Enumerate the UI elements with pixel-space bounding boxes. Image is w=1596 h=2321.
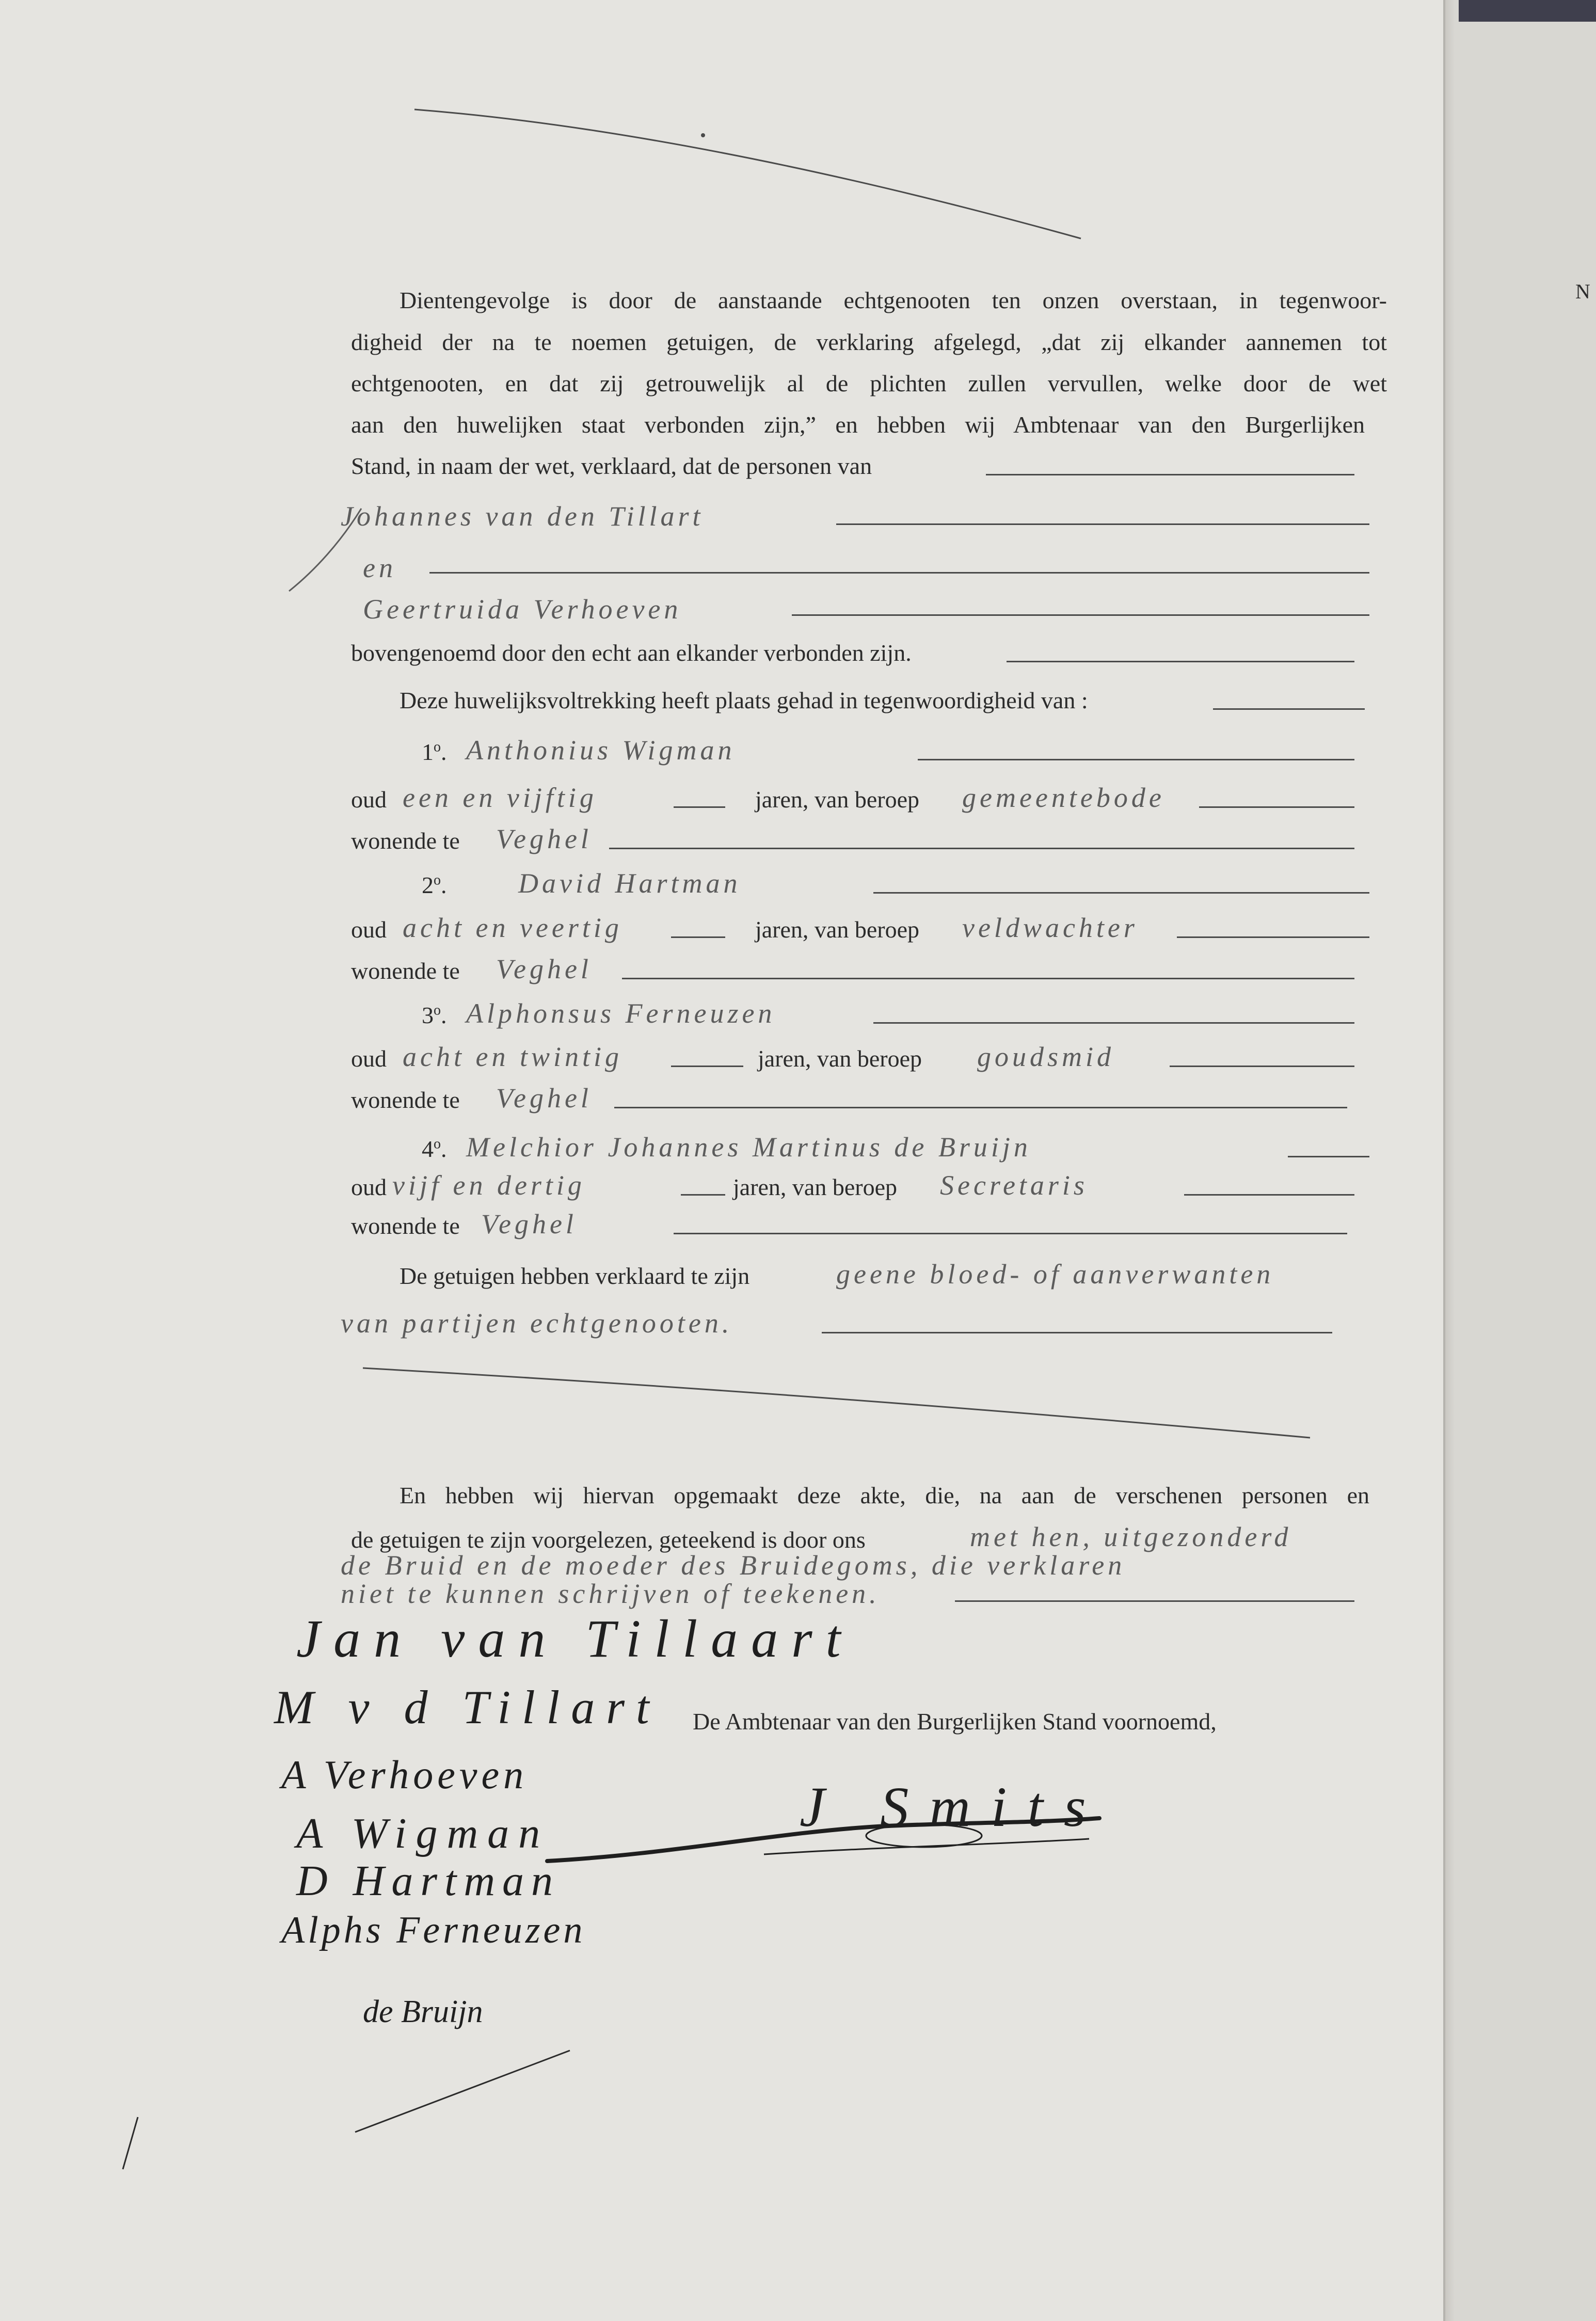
witness-number bbox=[422, 738, 447, 767]
witness-name: Anthonius Wigman bbox=[466, 735, 736, 766]
label-age-prefix: oud bbox=[351, 916, 387, 943]
margin-stroke bbox=[123, 2117, 138, 2169]
fill-rule bbox=[955, 1600, 1354, 1602]
fill-rule bbox=[1288, 1156, 1369, 1157]
witness-number-digit: 3 bbox=[422, 1002, 434, 1028]
witness-residence: Veghel bbox=[496, 1083, 592, 1114]
fill-rule bbox=[1184, 1194, 1354, 1196]
fill-rule bbox=[918, 759, 1354, 760]
witness-name: Melchior Johannes Martinus de Bruijn bbox=[466, 1132, 1031, 1163]
signature: A Verhoeven bbox=[281, 1752, 528, 1797]
signature: de Bruijn bbox=[363, 1994, 483, 2029]
fill-rule bbox=[822, 1332, 1332, 1333]
witness-number bbox=[422, 1135, 447, 1164]
official-signature: J Smits bbox=[800, 1775, 1107, 1838]
signature: Jan van Tillaart bbox=[296, 1609, 854, 1668]
label-age-occupation: jaren, van beroep bbox=[755, 916, 920, 943]
witness-occupation: goudsmid bbox=[977, 1041, 1115, 1072]
fill-rule bbox=[1213, 708, 1365, 710]
fill-rule bbox=[671, 936, 725, 938]
label-residence: wonende te bbox=[351, 958, 460, 984]
label-age-prefix: oud bbox=[351, 786, 387, 813]
joined-statement: bovengenoemd door den echt aan elkander verbonden zijn. bbox=[351, 640, 912, 666]
witness-residence: Veghel bbox=[496, 953, 592, 984]
adjacent-page-letter: N bbox=[1575, 280, 1590, 303]
groom-name: Johannes van den Tillart bbox=[341, 501, 704, 532]
signature: Alphs Ferneuzen bbox=[281, 1909, 586, 1951]
witness-age: vijf en dertig bbox=[392, 1170, 585, 1201]
witness-age: een en vijftig bbox=[403, 782, 597, 813]
witness-number-ordinal: o bbox=[434, 1136, 441, 1152]
witness-occupation: veldwachter bbox=[962, 912, 1138, 943]
witness-occupation: Secretaris bbox=[940, 1170, 1088, 1201]
label-age-occupation: jaren, van beroep bbox=[733, 1174, 898, 1200]
declaration-printed: De getuigen hebben verklaard te zijn bbox=[400, 1263, 750, 1289]
signature: M v d Tillart bbox=[274, 1681, 661, 1734]
witness-number-digit: 4 bbox=[422, 1136, 434, 1162]
official-caption: De Ambtenaar van den Burgerlijken Stand voornoemd, bbox=[693, 1708, 1217, 1735]
witnesses-intro: Deze huwelijksvoltrekking heeft plaats gehad in tegenwoordigheid van : bbox=[400, 687, 1088, 713]
fill-rule bbox=[873, 892, 1369, 894]
witness-age: acht en veertig bbox=[403, 912, 623, 943]
witness-occupation: gemeentebode bbox=[962, 782, 1165, 813]
witness-number bbox=[422, 871, 447, 900]
witness-number bbox=[422, 1001, 447, 1030]
fill-rule bbox=[1007, 661, 1354, 662]
paragraph-line: Stand, in naam der wet, verklaard, dat de personen van bbox=[351, 453, 872, 479]
ink-dot bbox=[701, 133, 705, 137]
fill-rule bbox=[614, 1107, 1347, 1108]
closing-line: En hebben wij hiervan opgemaakt deze akte, die, na aan de verschenen personen en bbox=[400, 1482, 1369, 1508]
label-age-occupation: jaren, van beroep bbox=[755, 786, 920, 813]
declaration-written: geene bloed- of aanverwanten bbox=[836, 1259, 1274, 1290]
label-residence: wonende te bbox=[351, 1213, 460, 1239]
paragraph-line: Dientengevolge is door de aanstaande echtgenooten ten onzen overstaan, in tegenwoor- bbox=[400, 287, 1387, 313]
fill-rule bbox=[671, 1066, 743, 1067]
witness-residence: Veghel bbox=[481, 1209, 577, 1239]
label-age-occupation: jaren, van beroep bbox=[758, 1045, 922, 1072]
witness-residence: Veghel bbox=[496, 823, 592, 854]
witness-number-ordinal: o bbox=[434, 872, 441, 888]
top-cancel-stroke bbox=[414, 109, 1081, 239]
witness-number-ordinal: o bbox=[434, 1002, 441, 1019]
signature: A Wigman bbox=[296, 1809, 550, 1857]
label-residence: wonende te bbox=[351, 828, 460, 854]
closing-line: de getuigen te zijn voorgelezen, geteekend is door ons bbox=[351, 1527, 866, 1553]
witness-number-ordinal: o bbox=[434, 739, 441, 755]
declaration-written: van partijen echtgenooten. bbox=[341, 1308, 733, 1339]
fill-rule bbox=[836, 523, 1369, 525]
paragraph-line: aan den huwelijken staat verbonden zijn,” en hebben wij Ambtenaar van den Burgerlijken bbox=[351, 411, 1365, 438]
paragraph-line: digheid der na te noemen getuigen, de verklaring afgelegd, „dat zij elkander aannemen tot bbox=[351, 329, 1387, 355]
fill-rule bbox=[1177, 936, 1369, 938]
bottom-cancel-stroke bbox=[355, 2050, 570, 2132]
fill-rule bbox=[622, 978, 1354, 979]
paragraph-line: echtgenooten, en dat zij getrouwelijk al de plichten zullen vervullen, welke door de wet bbox=[351, 370, 1387, 396]
witness-number-digit: 1 bbox=[422, 739, 434, 765]
witness-name: David Hartman bbox=[518, 868, 741, 899]
label-age-prefix: oud bbox=[351, 1045, 387, 1072]
closing-written: niet te kunnen schrijven of teekenen. bbox=[341, 1578, 880, 1609]
bride-name: Geertruida Verhoeven bbox=[363, 594, 682, 625]
fill-rule bbox=[873, 1022, 1354, 1024]
label-age-prefix: oud bbox=[351, 1174, 387, 1200]
fill-rule bbox=[1199, 806, 1354, 808]
fill-rule bbox=[609, 848, 1354, 849]
fill-rule bbox=[986, 474, 1354, 475]
witness-number-period: . bbox=[441, 872, 447, 898]
divider-stroke bbox=[363, 1368, 1310, 1438]
fill-rule bbox=[674, 806, 725, 808]
closing-written: de Bruid en de moeder des Bruidegoms, die verklaren bbox=[341, 1550, 1126, 1581]
label-residence: wonende te bbox=[351, 1087, 460, 1113]
fill-rule bbox=[429, 572, 1369, 574]
witness-name: Alphonsus Ferneuzen bbox=[466, 998, 776, 1029]
witness-number-period: . bbox=[441, 1136, 447, 1162]
signature: D Hartman bbox=[296, 1857, 561, 1905]
closing-written: met hen, uitgezonderd bbox=[970, 1521, 1292, 1552]
couple-conjunction: en bbox=[363, 552, 396, 583]
witness-age: acht en twintig bbox=[403, 1041, 623, 1072]
witness-number-digit: 2 bbox=[422, 872, 434, 898]
fill-rule bbox=[674, 1233, 1347, 1234]
witness-number-period: . bbox=[441, 1002, 447, 1028]
fill-rule bbox=[681, 1194, 725, 1196]
fill-rule bbox=[1170, 1066, 1354, 1067]
witness-number-period: . bbox=[441, 739, 447, 765]
fill-rule bbox=[792, 614, 1369, 616]
